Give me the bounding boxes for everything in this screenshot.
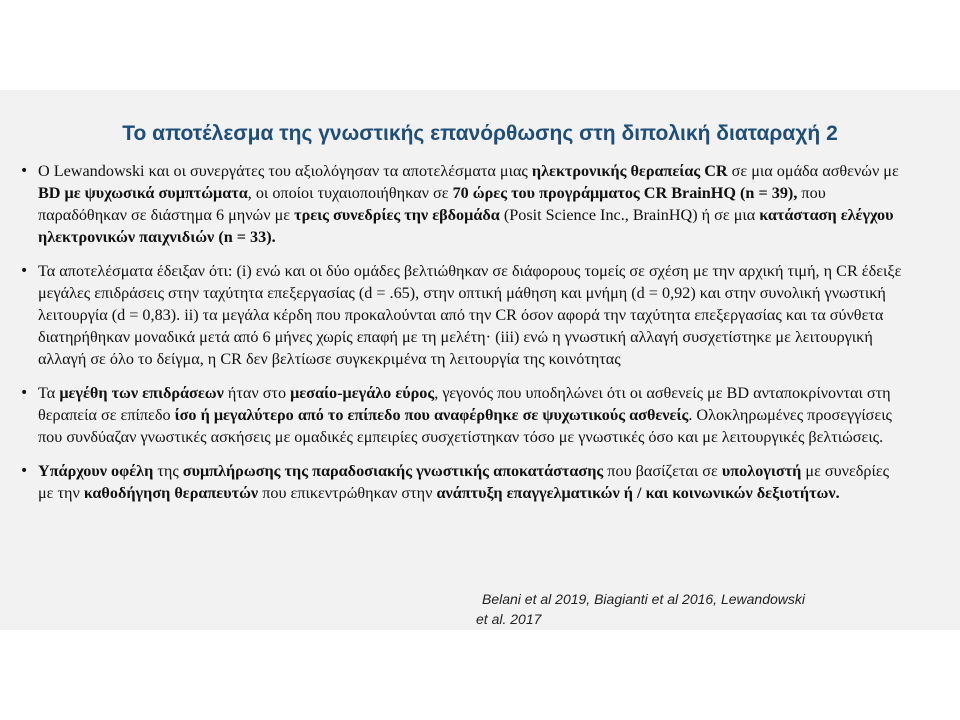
bullet-text-bold: συμπλήρωσης της παραδοσιακής γνωστικής αποκατάστασης [182, 462, 604, 480]
bullet-text-bold: ηλεκτρονικής θεραπείας CR [531, 162, 728, 180]
bullet-text: (Posit Science Inc., BrainHQ) ή σε μια [499, 206, 760, 224]
bullet-text-bold: ίσο ή μεγαλύτερο από το επίπεδο που αναφέρθηκε σε ψυχωτικούς ασθενείς [174, 406, 689, 424]
bullet-text-bold: καθοδήγηση θεραπευτών [83, 484, 259, 502]
bullet-text: που επικεντρώθηκαν στην [258, 484, 437, 502]
bullet-text: της [153, 462, 183, 480]
citation-line-1: Belani et al 2019, Biagianti et al 2016, Lewandowski [482, 591, 805, 607]
bullet-text: με συνεδρίες με την [38, 462, 890, 502]
bullet-text-bold: μεγέθη των επιδράσεων [59, 384, 224, 402]
bullet-item [18, 160, 908, 248]
citation-line-2: et al. 2017 [476, 611, 542, 627]
bullet-text: που βασίζεται σε [603, 462, 722, 480]
bullet-text-bold: 70 ώρες του προγράμματος CR BrainHQ (n = 39), [452, 184, 798, 202]
bullet-item [18, 260, 908, 370]
bullet-dot-icon: • [20, 463, 29, 479]
bullet-text: , οι οποίοι τυχαιοποιήθηκαν σε [247, 184, 453, 202]
bullet-text: σε μια ομάδα ασθενών με [727, 162, 899, 180]
bullet-dot-icon: • [20, 263, 29, 279]
bullet-text: Τα [38, 384, 60, 402]
bullet-text-bold: BD με ψυχωσικά συμπτώματα [38, 184, 248, 202]
bullet-text: Ο Lewandowski και οι συνεργάτες του αξιολόγησαν τα αποτελέσματα μιας [38, 162, 532, 180]
citation [476, 589, 876, 629]
bullet-text-bold: υπολογιστή [721, 462, 802, 480]
bullet-text-bold: Υπάρχουν οφέλη [38, 462, 154, 480]
bullet-text: , γεγονός που υποδηλώνει ότι οι ασθενείς με BD ανταποκρίνονται στη θεραπεία σε επίπεδο [38, 384, 891, 424]
slide-title: Το αποτέλεσμα της γνωστικής επανόρθωσης στη διπολική διαταραχή 2 [122, 122, 838, 145]
bullet-text: ήταν στο [223, 384, 291, 402]
bullet-item [18, 382, 908, 448]
bullet-text-bold: κατάσταση ελέγχου ηλεκτρονικών παιχνιδιών (n = 33). [38, 206, 894, 246]
bullet-text-bold: ανάπτυξη επαγγελματικών ή / και κοινωνικών δεξιοτήτων. [436, 484, 840, 502]
bullet-dot-icon: • [20, 163, 29, 179]
bullet-item [18, 460, 908, 504]
bullet-list [18, 160, 908, 516]
bullet-text: . Ολοκληρωμένες προσεγγίσεις που συνδύαζαν γνωστικές ασκήσεις με ομαδικές εμπειρίες συσχετίστηκαν τόσο με γνωστικές όσο και με λειτουργικές βελτιώσεις. [38, 406, 892, 446]
bullet-text: που παραδόθηκαν σε διάστημα 6 μηνών με [38, 184, 826, 224]
bullet-text: Τα αποτελέσματα έδειξαν ότι: (i) ενώ και οι δύο ομάδες βελτιώθηκαν σε διάφορους τομείς σε σχέση με την αρχική τιμή, η CR έδειξε μεγάλες επιδράσεις στην ταχύτητα επεξεργασίας (d = .65), στην οπτική μάθηση και μνήμη (d = 0,92) και στην συνολική γνωστική λειτουργία (d = 0,83). ii) τα μεγάλα κέρδη που προκαλούνται από την CR όσον αφορά την ταχύτητα επεξεργασίας και τα σύνθετα διατηρήθηκαν μοναδικά μετά από 6 μήνες χωρίς επαφή με τη μελέτη· (iii) ενώ η γνωστική αλλαγή συσχετίστηκε με λειτουργική αλλαγή σε όλο το δείγμα, η CR δεν βελτίωσε συγκεκριμένα τη λειτουργία της κοινότητας [38, 262, 902, 368]
bullet-text-bold: τρεις συνεδρίες την εβδομάδα [294, 206, 500, 224]
bullet-text-bold: μεσαίο-μεγάλο εύρος [290, 384, 435, 402]
bullet-dot-icon: • [20, 385, 29, 401]
